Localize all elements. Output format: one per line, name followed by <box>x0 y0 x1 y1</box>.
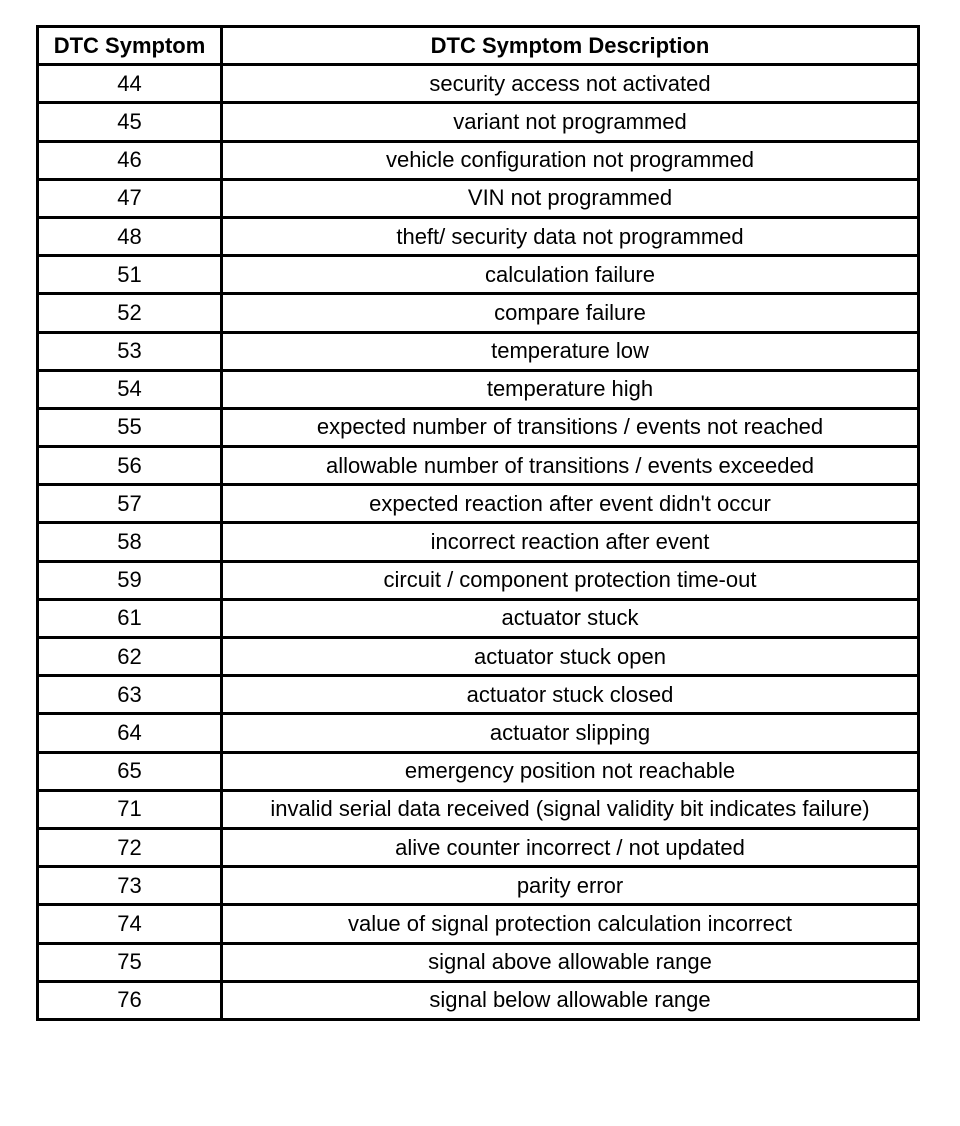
dtc-code-cell: 47 <box>38 179 222 217</box>
dtc-code-cell: 52 <box>38 294 222 332</box>
table-row <box>38 370 919 408</box>
table-row <box>38 638 919 676</box>
header-dtc-symptom: DTC Symptom <box>38 27 222 65</box>
table-row <box>38 561 919 599</box>
dtc-code-cell: 51 <box>38 256 222 294</box>
dtc-code-cell: 73 <box>38 867 222 905</box>
dtc-description-cell: value of signal protection calculation incorrect <box>222 905 919 943</box>
dtc-description-cell: allowable number of transitions / events exceeded <box>222 447 919 485</box>
table-row <box>38 943 919 981</box>
dtc-description-cell: incorrect reaction after event <box>222 523 919 561</box>
table-row <box>38 676 919 714</box>
table-row <box>38 332 919 370</box>
dtc-description-cell: emergency position not reachable <box>222 752 919 790</box>
dtc-description-cell: actuator slipping <box>222 714 919 752</box>
dtc-code-cell: 59 <box>38 561 222 599</box>
table-row <box>38 141 919 179</box>
dtc-description-cell: signal above allowable range <box>222 943 919 981</box>
dtc-code-cell: 65 <box>38 752 222 790</box>
header-row <box>38 27 919 65</box>
table-row <box>38 408 919 446</box>
dtc-description-cell: variant not programmed <box>222 103 919 141</box>
dtc-code-cell: 64 <box>38 714 222 752</box>
dtc-code-cell: 44 <box>38 65 222 103</box>
dtc-description-cell: calculation failure <box>222 256 919 294</box>
dtc-description-cell: temperature low <box>222 332 919 370</box>
table-row <box>38 217 919 255</box>
dtc-code-cell: 58 <box>38 523 222 561</box>
dtc-description-cell: parity error <box>222 867 919 905</box>
dtc-description-cell: circuit / component protection time-out <box>222 561 919 599</box>
table-row <box>38 752 919 790</box>
dtc-description-cell: vehicle configuration not programmed <box>222 141 919 179</box>
dtc-description-cell: invalid serial data received (signal validity bit indicates failure) <box>222 790 919 828</box>
table-row <box>38 485 919 523</box>
dtc-code-cell: 48 <box>38 217 222 255</box>
table-row <box>38 828 919 866</box>
dtc-code-cell: 56 <box>38 447 222 485</box>
table-row <box>38 905 919 943</box>
table-row <box>38 256 919 294</box>
table-row <box>38 790 919 828</box>
dtc-symptom-table <box>36 25 920 1021</box>
dtc-code-cell: 54 <box>38 370 222 408</box>
table-row <box>38 523 919 561</box>
dtc-description-cell: alive counter incorrect / not updated <box>222 828 919 866</box>
table-row <box>38 103 919 141</box>
table-row <box>38 981 919 1019</box>
table-header <box>38 27 919 65</box>
table-row <box>38 599 919 637</box>
dtc-code-cell: 71 <box>38 790 222 828</box>
table-row <box>38 294 919 332</box>
table-row <box>38 714 919 752</box>
table-row <box>38 179 919 217</box>
table-row <box>38 447 919 485</box>
dtc-code-cell: 76 <box>38 981 222 1019</box>
dtc-description-cell: expected reaction after event didn't occur <box>222 485 919 523</box>
dtc-description-cell: actuator stuck open <box>222 638 919 676</box>
dtc-description-cell: actuator stuck closed <box>222 676 919 714</box>
dtc-code-cell: 45 <box>38 103 222 141</box>
dtc-description-cell: theft/ security data not programmed <box>222 217 919 255</box>
dtc-code-cell: 62 <box>38 638 222 676</box>
dtc-code-cell: 57 <box>38 485 222 523</box>
dtc-code-cell: 63 <box>38 676 222 714</box>
dtc-code-cell: 75 <box>38 943 222 981</box>
dtc-code-cell: 72 <box>38 828 222 866</box>
table-row <box>38 867 919 905</box>
dtc-code-cell: 53 <box>38 332 222 370</box>
dtc-description-cell: actuator stuck <box>222 599 919 637</box>
dtc-description-cell: security access not activated <box>222 65 919 103</box>
header-dtc-symptom-description: DTC Symptom Description <box>222 27 919 65</box>
dtc-code-cell: 46 <box>38 141 222 179</box>
dtc-symptom-table-container <box>36 25 917 1021</box>
dtc-code-cell: 74 <box>38 905 222 943</box>
dtc-description-cell: expected number of transitions / events not reached <box>222 408 919 446</box>
dtc-description-cell: compare failure <box>222 294 919 332</box>
table-row <box>38 65 919 103</box>
dtc-description-cell: VIN not programmed <box>222 179 919 217</box>
dtc-description-cell: signal below allowable range <box>222 981 919 1019</box>
dtc-description-cell: temperature high <box>222 370 919 408</box>
table-body <box>38 65 919 1020</box>
dtc-code-cell: 61 <box>38 599 222 637</box>
dtc-code-cell: 55 <box>38 408 222 446</box>
